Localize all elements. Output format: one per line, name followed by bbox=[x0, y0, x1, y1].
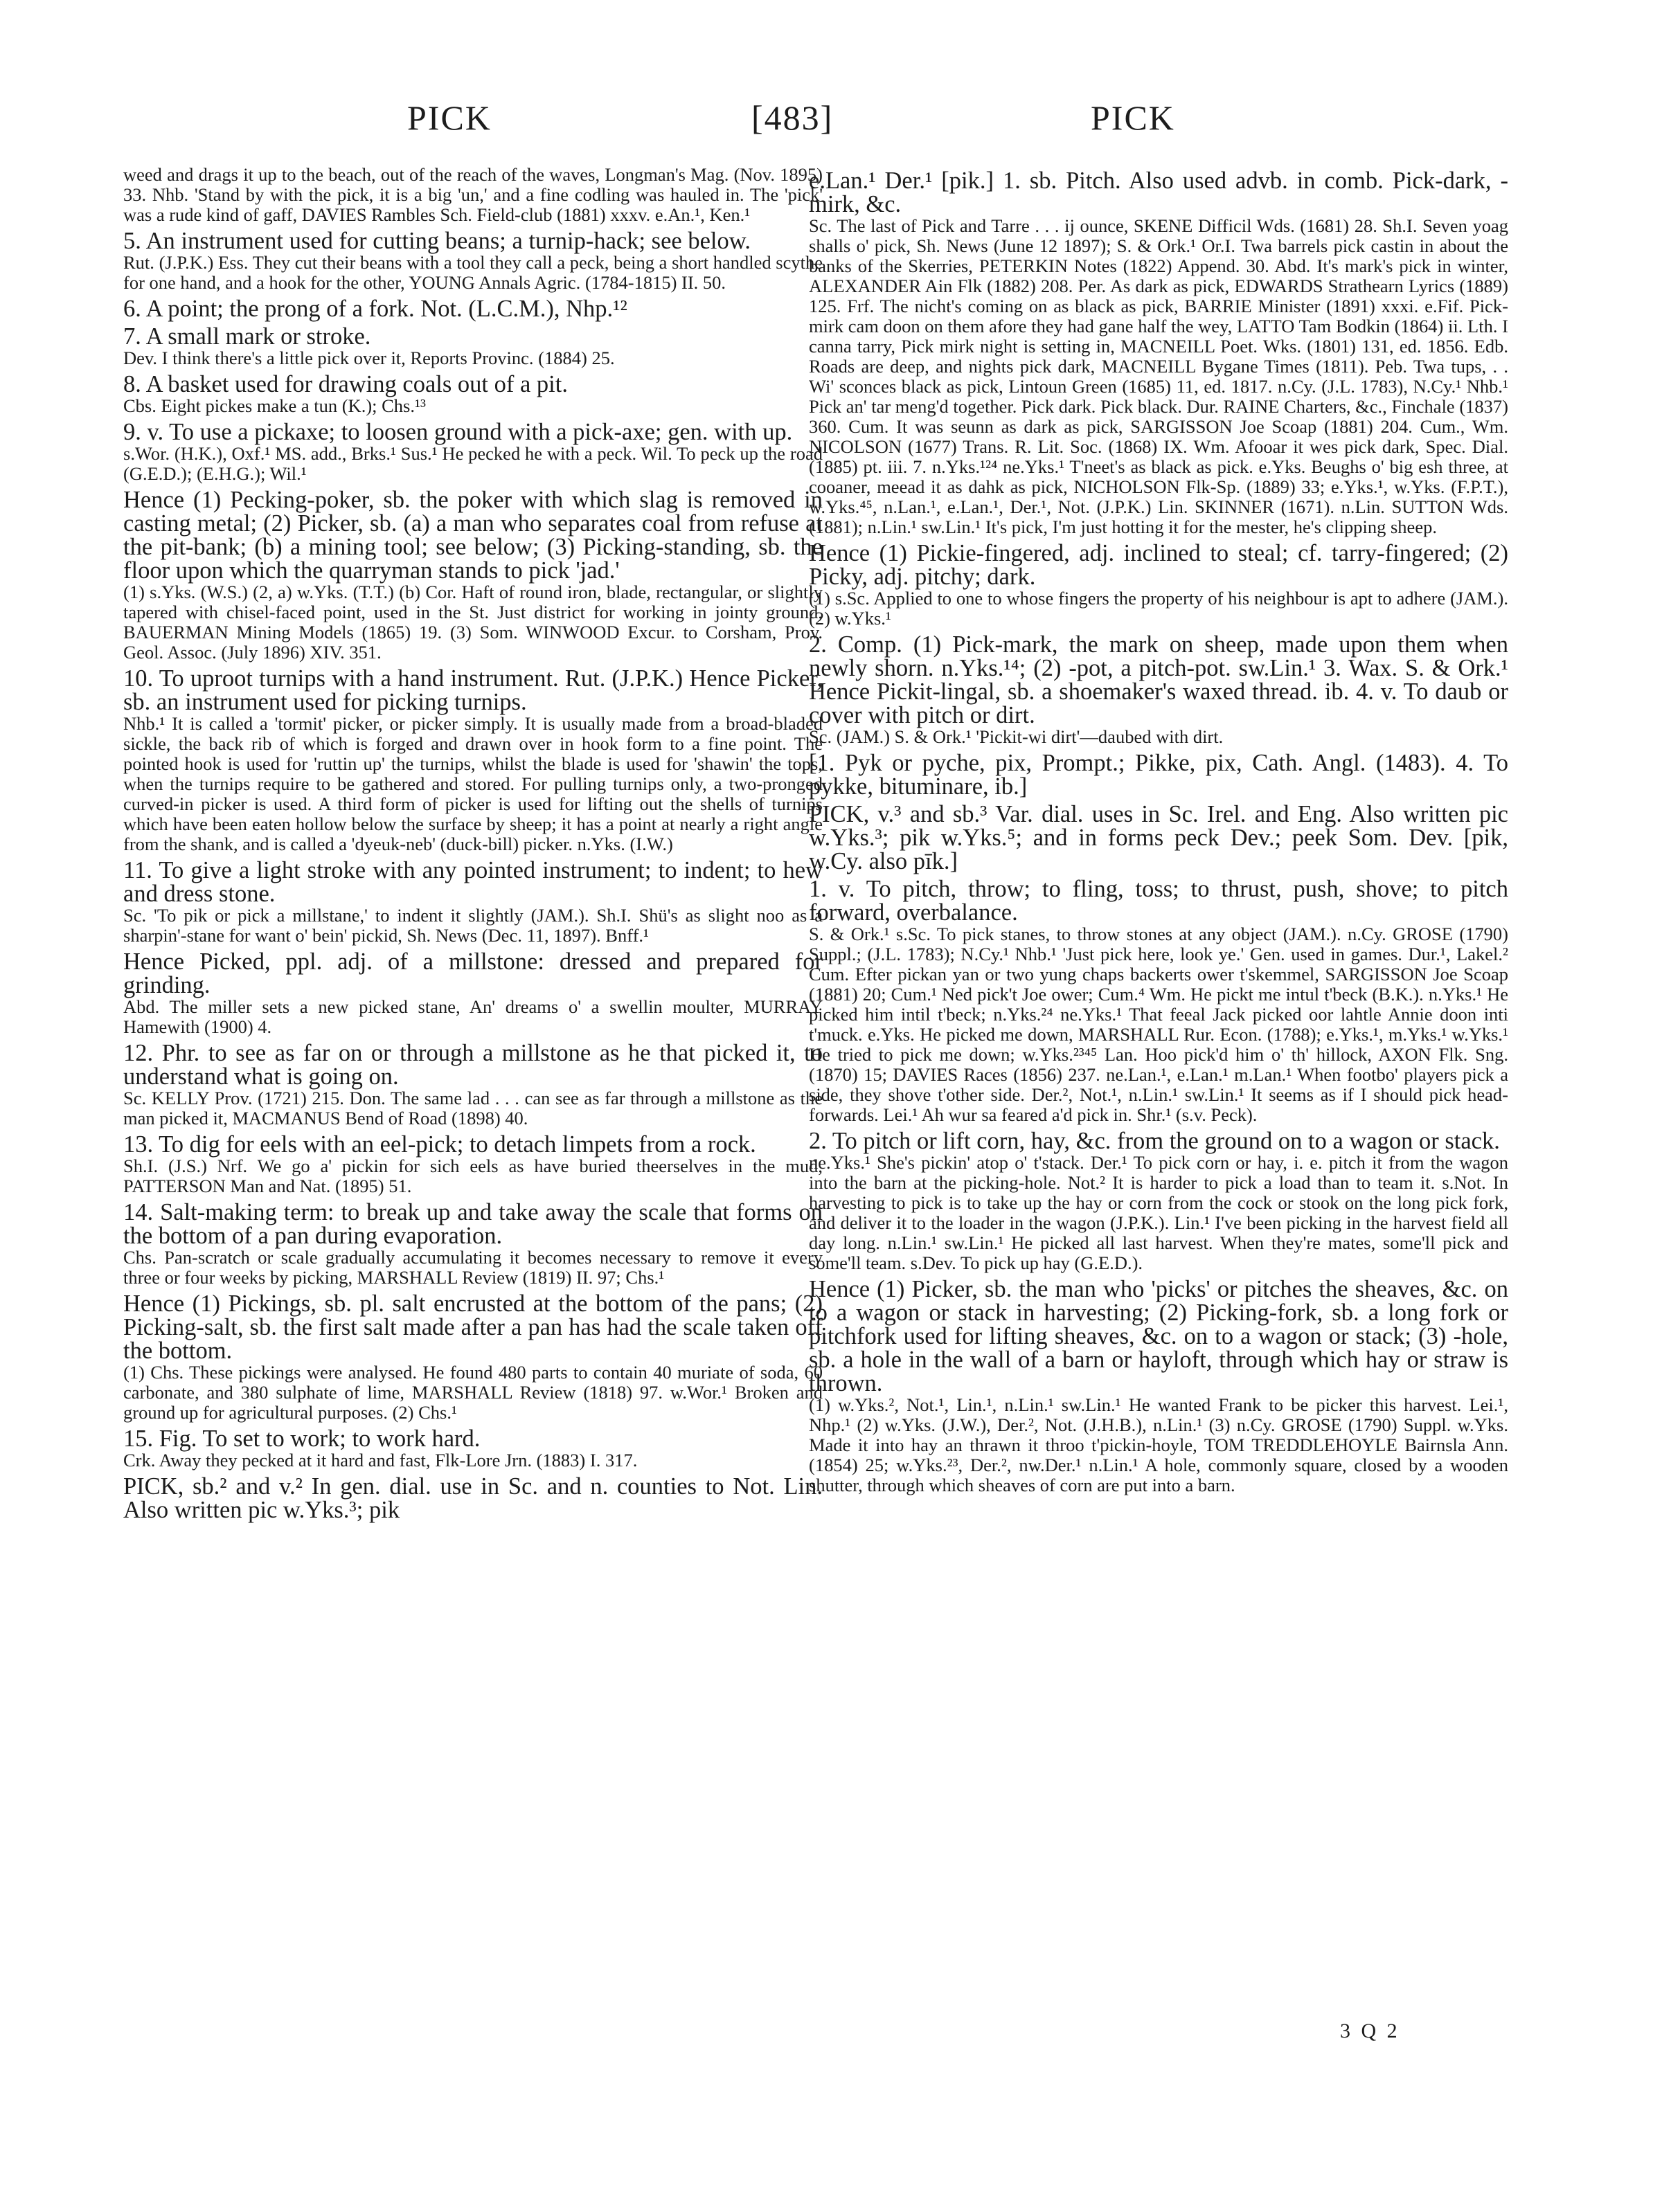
citation-paragraph: Sc. The last of Pick and Tarre . . . ij ounce, SKENE Difficil Wds. (1681) 28. Sh.I. Seven yoag shalls o' pick, Sh. News (June 12 1897); S. & Ork.¹ Or.I. Twa barrels pick castin in about the banks of the Skerries, PETERKIN Notes (1822) Append. 30. Abd. It's mark's pick in winter, ALEXANDER Ain Flk (1882) 208. Per. As dark as pick, EDWARDS Strathearn Lyrics (1889) 125. Frf. The nicht's coming on as black as pick, BARRIE Minister (1891) xxxi. e.Fif. Pick-mirk cam doon on them afore they had gane half the wey, LATTO Tam Bodkin (1864) ii. Lth. I canna tarry, Pick mirk night is setting in, MACNEILL Poet. Wks. (1801) 131, ed. 1856. Edb. Roads are deep, and nights pick dark, MACNEILL Bygane Times (1811). Peb. Twa tups, . . Wi' sconces black as pick, Lintoun Green (1685) 11, ed. 1817. n.Cy. (J.L. 1783), N.Cy.¹ Nhb.¹ Pick an' tar meng'd together. Pick dark. Pick black. Dur. RAINE Charters, &c., Finchale (1837) 360. Cum. It was seunn as dark as pick, SARGISSON Joe Scoap (1881) 204. Cum., Wm. NICOLSON (1677) Trans. R. Lit. Soc. (1868) IX. Wm. Afooar it wes pick dark, Spec. Dial. (1885) pt. iii. 7. n.Yks.¹²⁴ ne.Yks.¹ T'neet's as black as pick. e.Yks. Beughs o' big esh three, at cooaner, meead it as dahk as pick, NICHOLSON Flk-Sp. (1889) 33; e.Yks.¹, w.Yks. (F.P.T.), w.Yks.⁴⁵, n.Lan.¹, e.Lan.¹, Der.¹, Not. (J.P.K.) Lin. SKINNER (1671). n.Lin. SUTTON Wds. (1881); n.Lin.¹ sw.Lin.¹ It's pick, I'm just hotting it for the mester, he's clipping sheep. bbox=[809, 215, 1508, 537]
citation-paragraph: Rut. (J.P.K.) Ess. They cut their beans with a tool they call a peck, being a short handled scythe for one hand, and a hook for the other, YOUNG Annals Agric. (1784-1815) II. 50. bbox=[123, 252, 823, 293]
citation-paragraph: Sc. KELLY Prov. (1721) 215. Don. The same lad . . . can see as far through a millstone as the man picked it, MACMANUS Bend of Road (1898) 40. bbox=[123, 1088, 823, 1129]
citation-paragraph: (1) s.Sc. Applied to one to whose fingers the property of his neighbour is apt to adhere (JAM.). (2) w.Yks.¹ bbox=[809, 588, 1508, 629]
page-number: [483] bbox=[751, 98, 834, 137]
running-head-left: PICK bbox=[407, 98, 492, 137]
page-header bbox=[0, 97, 1653, 145]
sense-paragraph: 7. A small mark or stroke. bbox=[123, 323, 371, 350]
sense-paragraph: 9. v. To use a pickaxe; to loosen ground with a pick-axe; gen. with up. bbox=[123, 419, 793, 445]
citation-paragraph: Dev. I think there's a little pick over it, Reports Provinc. (1884) 25. bbox=[123, 348, 615, 368]
citation-paragraph: Crk. Away they pecked at it hard and fast, Flk-Lore Jrn. (1883) I. 317. bbox=[123, 1450, 638, 1471]
sense-paragraph: 2. To pitch or lift corn, hay, &c. from the ground on to a wagon or stack. bbox=[809, 1128, 1500, 1154]
sense-paragraph: 14. Salt-making term: to break up and take away the scale that forms on the bottom of a pan during evaporation. bbox=[123, 1199, 823, 1249]
left-column bbox=[123, 165, 823, 1522]
citation-paragraph: Sc. (JAM.) S. & Ork.¹ 'Pickit-wi dirt'—daubed with dirt. bbox=[809, 726, 1224, 747]
sense-paragraph: 1. v. To pitch, throw; to fling, toss; to thrust, push, shove; to pitch forward, overbalance. bbox=[809, 876, 1508, 926]
sense-paragraph: e.Lan.¹ Der.¹ [pik.] 1. sb. Pitch. Also used advb. in comb. Pick-dark, -mirk, &c. bbox=[809, 168, 1508, 217]
sense-paragraph: Hence (1) Picker, sb. the man who 'picks' or pitches the sheaves, &c. on to a wagon or stack in harvesting; (2) Picking-fork, sb. a long fork or pitchfork used for lifting sheaves, &c. on to a wagon or stack; (3) -hole, sb. a hole in the wall of a barn or hayloft, through which hay or straw is thrown. bbox=[809, 1276, 1508, 1396]
citation-paragraph: weed and drags it up to the beach, out of the reach of the waves, Longman's Mag. (Nov. 1895) 33. Nhb. 'Stand by with the pick, it is a big 'un,' and a fine codling was hauled in. The 'pick' was a rude kind of gaff, DAVIES Rambles Sch. Field-club (1881) xxxv. e.An.¹, Ken.¹ bbox=[123, 164, 823, 225]
citation-paragraph: Sh.I. (J.S.) Nrf. We go a' pickin for sich eels as have buried theerselves in the mud, PATTERSON Man and Nat. (1895) 51. bbox=[123, 1156, 823, 1196]
sense-paragraph: PICK, sb.² and v.² In gen. dial. use in Sc. and n. counties to Not. Lin. Also written pic w.Yks.³; pik bbox=[123, 1473, 823, 1523]
citation-paragraph: (1) s.Yks. (W.S.) (2, a) w.Yks. (T.T.) (b) Cor. Haft of round iron, blade, rectangular, or slightly tapered with chisel-faced point, used in the St. Just district for working in jointy ground, BAUERMAN Mining Models (1865) 19. (3) Som. WINWOOD Excur. to Corsham, Prov. Geol. Assoc. (July 1896) XIV. 351. bbox=[123, 582, 823, 663]
citation-paragraph: Nhb.¹ It is called a 'tormit' picker, or picker simply. It is usually made from a broad-bladed sickle, the back rib of which is forged and drawn over in hook form to a fine point. The pointed hook is used for 'ruttin up' the turnips, whilst the blade is used for 'shawin' the tops, when the turnips require to be gathered and stored. For pulling turnips only, a two-pronged curved-in picker is used. A third form of picker is used for lifting out the shells of turnips which have been eaten hollow below the surface by sheep; it has a point at nearly a right angle from the shank, and is called a 'dyeuk-neb' (duck-bill) picker. n.Yks. (I.W.) bbox=[123, 713, 823, 854]
citation-paragraph: Abd. The miller sets a new picked stane, An' dreams o' a swellin moulter, MURRAY Hamewith (1900) 4. bbox=[123, 996, 823, 1037]
sense-paragraph: 2. Comp. (1) Pick-mark, the mark on sheep, made upon them when newly shorn. n.Yks.¹⁴; (2) -pot, a pitch-pot. sw.Lin.¹ 3. Wax. S. & Ork.¹ Hence Pickit-lingal, sb. a shoemaker's waxed thread. ib. 4. v. To daub or cover with pitch or dirt. bbox=[809, 631, 1508, 728]
citation-paragraph: Cbs. Eight pickes make a tun (K.); Chs.¹³ bbox=[123, 395, 426, 416]
right-column bbox=[809, 165, 1508, 1495]
sense-paragraph: Hence (1) Pickie-fingered, adj. inclined to steal; cf. tarry-fingered; (2) Picky, adj. pitchy; dark. bbox=[809, 540, 1508, 590]
sense-paragraph: Hence (1) Pecking-poker, sb. the poker with which slag is removed in casting metal; (2) Picker, sb. (a) a man who separates coal from refuse at the pit-bank; (b) a mining tool; see below; (3) Picking-standing, sb. the floor upon which the quarryman stands to pick 'jad.' bbox=[123, 487, 823, 584]
citation-paragraph: s.Wor. (H.K.), Oxf.¹ MS. add., Brks.¹ Sus.¹ He pecked he with a peck. Wil. To peck up the road (G.E.D.); (E.H.G.); Wil.¹ bbox=[123, 443, 823, 484]
sense-paragraph: 15. Fig. To set to work; to work hard. bbox=[123, 1426, 481, 1452]
sense-paragraph: Hence (1) Pickings, sb. pl. salt encrusted at the bottom of the pans; (2) Picking-salt, sb. the first salt made after a pan has had the scale taken off the bottom. bbox=[123, 1291, 823, 1364]
sense-paragraph: 5. An instrument used for cutting beans; a turnip-hack; see below. bbox=[123, 228, 751, 254]
sense-paragraph: [1. Pyk or pyche, pix, Prompt.; Pikke, pix, Cath. Angl. (1483). 4. To pykke, bituminare, ib.] bbox=[809, 750, 1508, 800]
signature-mark: 3 Q 2 bbox=[1340, 2020, 1400, 2042]
sense-paragraph: 6. A point; the prong of a fork. Not. (L.C.M.), Nhp.¹² bbox=[123, 296, 627, 322]
sense-paragraph: Hence Picked, ppl. adj. of a millstone: dressed and prepared for grinding. bbox=[123, 948, 823, 998]
citation-paragraph: (1) Chs. These pickings were analysed. He found 480 parts to contain 40 muriate of soda, 60 carbonate, and 380 sulphate of lime, MARSHALL Review (1818) 97. w.Wor.¹ Broken and ground up for agricultural purposes. (2) Chs.¹ bbox=[123, 1362, 823, 1423]
sense-paragraph: 12. Phr. to see as far on or through a millstone as he that picked it, to understand what is going on. bbox=[123, 1040, 823, 1090]
sense-paragraph: 11. To give a light stroke with any pointed instrument; to indent; to hew and dress stone. bbox=[123, 857, 823, 907]
sense-paragraph: 13. To dig for eels with an eel-pick; to detach limpets from a rock. bbox=[123, 1131, 756, 1158]
citation-paragraph: Chs. Pan-scratch or scale gradually accumulating it becomes necessary to remove it every three or four weeks by picking, MARSHALL Review (1819) II. 97; Chs.¹ bbox=[123, 1247, 823, 1288]
citation-paragraph: S. & Ork.¹ s.Sc. To pick stanes, to throw stones at any object (JAM.). n.Cy. GROSE (1790) Suppl.; (J.L. 1783); N.Cy.¹ Nhb.¹ 'Just pick here, look ye.' Gen. used in games. Dur.¹, Lakel.² Cum. Efter pickan yan or two yung chaps backerts ower t'skemmel, SARGISSON Joe Scoap (1881) 20; Cum.¹ Ned pick't Joe ower; Cum.⁴ Wm. He pickt me intul t'beck (B.K.). n.Yks.¹ He picked him intil t'beck; n.Yks.²⁴ ne.Yks.¹ That feeal Jack picked oor lahtle Annie doon inti t'muck. e.Yks. He picked me down, MARSHALL Rur. Econ. (1788); e.Yks.¹, m.Yks.¹ w.Yks.¹ He tried to pick me down; w.Yks.²³⁴⁵ Lan. Hoo pick'd him o' th' hillock, AXON Flk. Sng. (1870) 15; DAVIES Races (1856) 237. ne.Lan.¹, e.Lan.¹ m.Lan.¹ When footbo' players pick a side, they shove t'other side. Der.², Not.¹, n.Lin.¹ sw.Lin.¹ It seems as if I should pick head-forwards. Lei.¹ Ah wur sa feared a'd pick in. Shr.¹ (s.v. Peck). bbox=[809, 924, 1508, 1125]
sense-paragraph: PICK, v.³ and sb.³ Var. dial. uses in Sc. Irel. and Eng. Also written pic w.Yks.³; pik w.Yks.⁵; and in forms peck Dev.; peek Som. Dev. [pik, w.Cy. also pīk.] bbox=[809, 801, 1508, 874]
citation-paragraph: (1) w.Yks.², Not.¹, Lin.¹, n.Lin.¹ sw.Lin.¹ He wanted Frank to be picker this harvest. Lei.¹, Nhp.¹ (2) w.Yks. (J.W.), Der.², Not. (J.H.B.), n.Lin.¹ (3) n.Cy. GROSE (1790) Suppl. w.Yks. Made it into hay an thrawn it throo t'pickin-hoyle, TOM TREDDLEHOYLE Bairnsla Ann. (1854) 25; w.Yks.²³, Der.², nw.Der.¹ n.Lin.¹ A hole, commonly square, closed by a wooden shutter, through which sheaves of corn are put into a barn. bbox=[809, 1394, 1508, 1495]
sense-paragraph: 10. To uproot turnips with a hand instrument. Rut. (J.P.K.) Hence Picker, sb. an instrument used for picking turnips. bbox=[123, 665, 823, 715]
sense-paragraph: 8. A basket used for drawing coals out of a pit. bbox=[123, 371, 568, 397]
citation-paragraph: Sc. 'To pik or pick a millstane,' to indent it slightly (JAM.). Sh.I. Shü's as slight noo as a sharpin'-stane for want o' bein' pickid, Sh. News (Dec. 11, 1897). Bnff.¹ bbox=[123, 905, 823, 946]
running-head-right: PICK bbox=[1091, 98, 1175, 137]
citation-paragraph: ne.Yks.¹ She's pickin' atop o' t'stack. Der.¹ To pick corn or hay, i. e. pitch it from the wagon into the barn at the picking-hole. Not.² It is harder to pick a load than to team it. s.Not. In harvesting to pick is to take up the hay or corn from the cock or stook on the long pick fork, and deliver it to the loader in the wagon (J.P.K.). Lin.¹ I've been picking in the harvest field all day long. n.Lin.¹ sw.Lin.¹ He picked all last harvest. When they're mates, some'll pick and some'll team. s.Dev. To pick up hay (G.E.D.). bbox=[809, 1152, 1508, 1273]
